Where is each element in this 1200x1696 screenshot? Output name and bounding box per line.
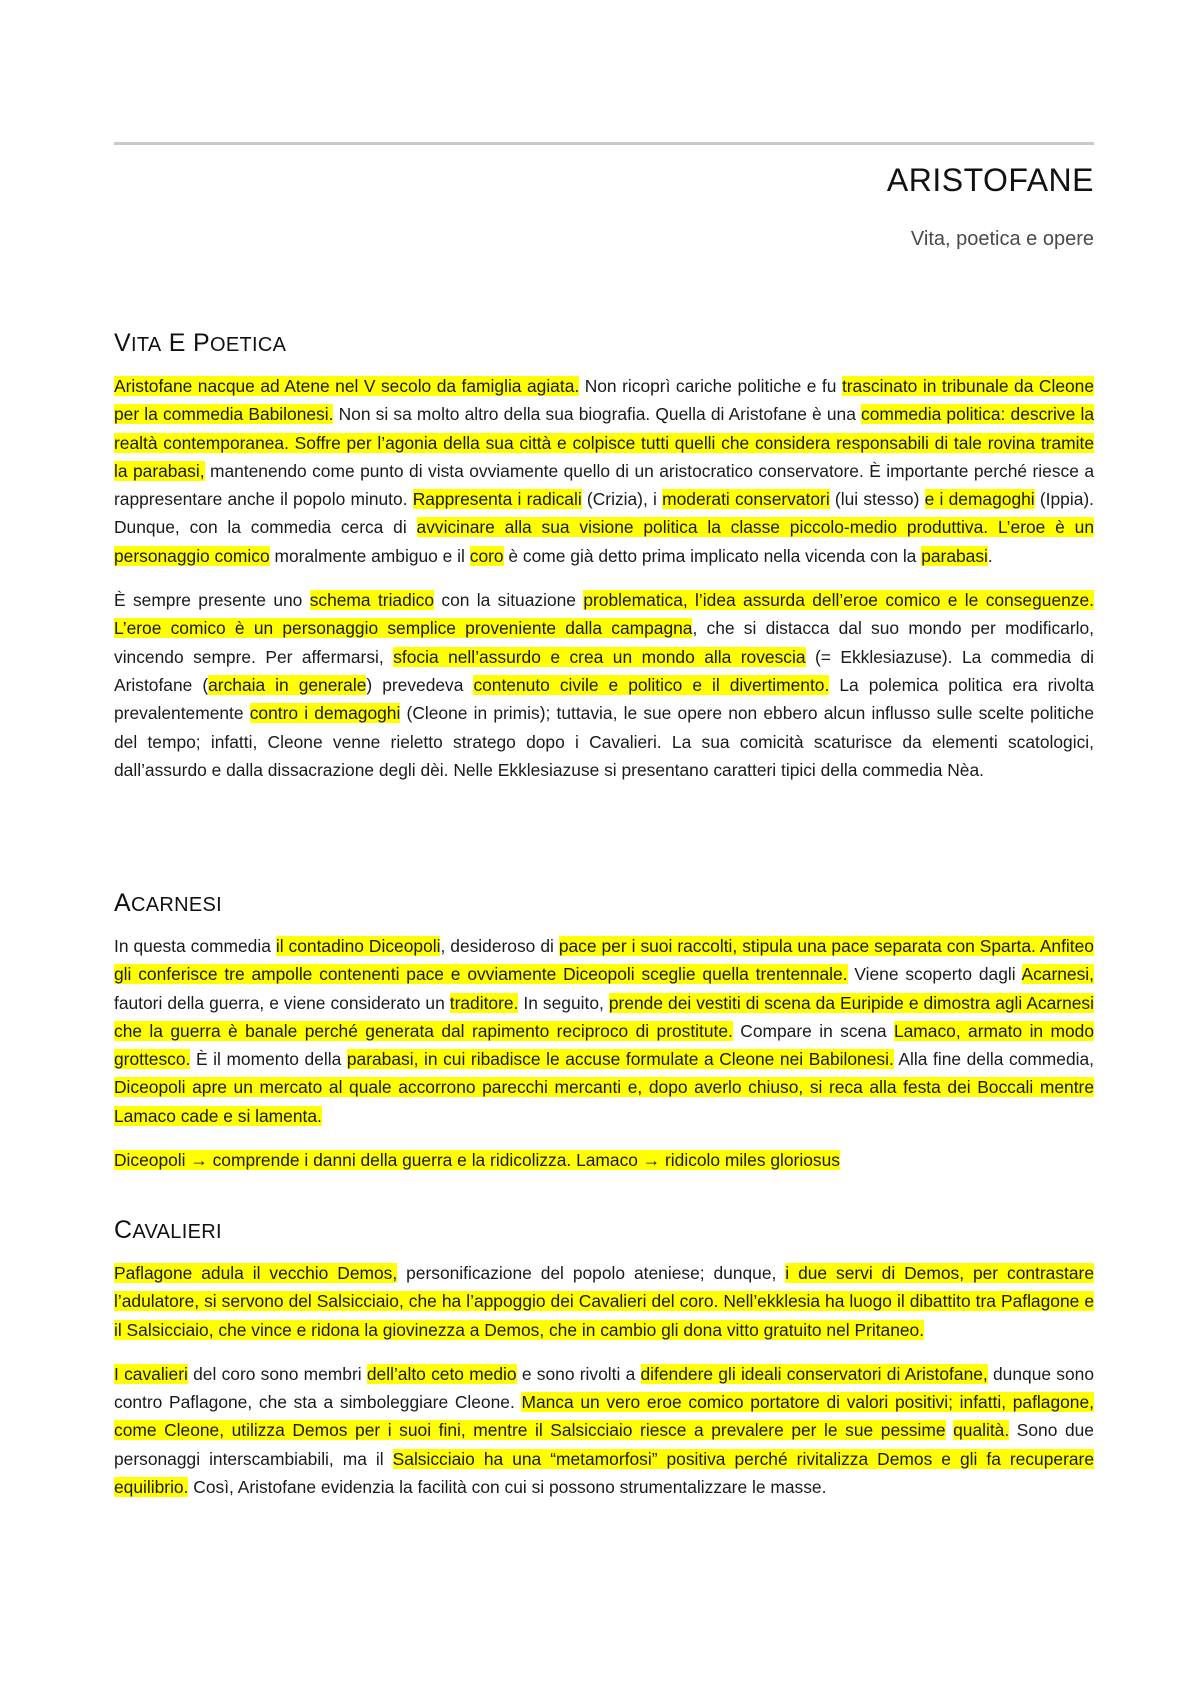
text-run: In seguito, xyxy=(518,992,609,1013)
highlighted-text: Salsicciaio ha una “metamorfosi” positiva perché rivitalizza Demos e gli fa recuperare equilibrio. xyxy=(114,1448,1094,1498)
text-run: , che si distacca dal suo mondo per modificarlo, vincendo sempre. Per affermarsi, xyxy=(114,618,1094,667)
section-acarnesi xyxy=(114,886,1094,1190)
text-run: Viene scoperto dagli xyxy=(847,964,1022,985)
text-run: (Cleone in primis); tuttavia, le sue opere non ebbero alcun influsso sulle scelte politiche del tempo; infatti, Cleone venne rieletto stratego dopo i Cavalieri. La sua comicità scaturisce da elementi scatologici, dall’assurdo e dalla dissacrazione degli dèi. Nelle Ekklesiazuse si presentano caratteri tipici della commedia Nèa. xyxy=(114,703,1094,780)
highlighted-text: Paflagone adula il vecchio Demos, xyxy=(114,1263,398,1283)
highlighted-text: parabasi, in cui ribadisce le accuse formulate a Cleone nei Babilonesi. xyxy=(346,1049,894,1070)
highlighted-text: Manca un vero eroe comico portatore di valori positivi; infatti, paflagone, come Cleone, utilizza Demos per i suoi fini, mentre il Salsicciaio riesce a prevalere per le sue pessime xyxy=(114,1392,1094,1441)
text-run: dunque sono contro Paflagone, che sta a simboleggiare Cleone. xyxy=(114,1363,1095,1413)
highlighted-text: qualità. xyxy=(953,1420,1010,1441)
text-run: mantenendo come punto di vista ovviamente quello di un aristocratico conservatore. È importante perché riesce a rappresentare anche il popolo minuto. xyxy=(114,460,1094,510)
highlighted-text: comprende i danni della guerra e la ridicolizza. Lamaco xyxy=(207,1150,643,1171)
highlighted-text: sfocia nell’assurdo e crea un mondo alla rovescia xyxy=(393,646,806,667)
body-paragraph xyxy=(114,1259,1094,1344)
heading-initial: E xyxy=(168,329,186,357)
text-run: , desideroso di xyxy=(440,936,559,956)
text-run: personificazione del popolo ateniese; dunque, xyxy=(397,1263,786,1283)
text-run: Non ricoprì cariche politiche e fu xyxy=(579,376,842,396)
highlighted-text: dell’alto ceto medio xyxy=(366,1363,517,1384)
highlighted-text: avvicinare alla sua visione politica la classe piccolo-medio produttiva. L’eroe è un personaggio comico xyxy=(114,517,1094,566)
text-run: È il momento della xyxy=(190,1049,347,1070)
text-run: Non si sa molto altro della sua biografia. Quella di Aristofane è una xyxy=(333,404,862,425)
highlighted-text: archaia in generale xyxy=(208,674,367,695)
section-heading xyxy=(114,886,1094,922)
highlighted-text: il contadino Diceopoli xyxy=(275,936,441,956)
text-run: Sono due personaggi interscambiabili, ma il xyxy=(114,1420,1094,1469)
arrow-icon: → xyxy=(642,1150,661,1171)
highlighted-text: i due servi di Demos, per contrastare l’adulatore, si servono del Salsicciaio, che ha l’appoggio dei Cavalieri del coro. Nell’ekklesia ha luogo il dibattito tra Paflagone e il Salsicciaio, che vince e ridona la giovinezza a Demos, che in cambio gli dona vitto gratuito nel Pritaneo. xyxy=(114,1263,1095,1340)
section-cavalieri xyxy=(114,1213,1094,1517)
heading-initial: V xyxy=(114,329,131,357)
highlighted-text: Rappresenta i radicali xyxy=(412,489,582,510)
section-vita-e-poetica xyxy=(114,326,1094,800)
section-heading xyxy=(114,1213,1094,1249)
text-run: (Crizia), i xyxy=(581,489,663,510)
text-run: ) prevedeva xyxy=(366,674,474,695)
text-run: Così, Aristofane evidenzia la facilità con cui si possono strumentalizzare le masse. xyxy=(188,1477,827,1498)
heading-initial: A xyxy=(114,889,131,917)
text-run xyxy=(946,1420,954,1440)
highlighted-text: parabasi xyxy=(921,545,988,566)
body-paragraph xyxy=(114,1146,1094,1174)
body-paragraph xyxy=(114,586,1094,784)
highlighted-text: problematica, l’idea assurda dell’eroe comico e le conseguenze. L’eroe comico è un personaggio semplice proveniente dalla campagna xyxy=(114,590,1094,639)
highlighted-text: Diceopoli xyxy=(114,1150,191,1171)
highlighted-text: Diceopoli apre un mercato al quale accorrono parecchi mercanti e, dopo averlo chiuso, si reca alla festa dei Boccali mentre Lamaco cade e si lamenta. xyxy=(114,1077,1094,1126)
highlighted-text: traditore. xyxy=(449,992,519,1013)
arrow-icon: → xyxy=(190,1150,208,1171)
text-run: del coro sono membri xyxy=(187,1363,367,1384)
text-run: . xyxy=(987,545,993,566)
highlighted-text: schema triadico xyxy=(309,590,435,611)
text-run: La polemica politica era rivolta prevalentemente xyxy=(114,674,1094,724)
highlighted-text: coro xyxy=(469,545,504,566)
heading-initial: P xyxy=(193,329,210,357)
text-run: In questa commedia xyxy=(114,936,276,956)
highlighted-text: I cavalieri xyxy=(114,1363,188,1384)
text-run: (lui stesso) xyxy=(829,489,925,510)
heading-rest: AVALIERI xyxy=(132,1221,222,1243)
highlighted-text: Lamaco, armato in modo grottesco. xyxy=(114,1020,1095,1070)
text-run: con la situazione xyxy=(434,590,584,611)
body-paragraph xyxy=(114,932,1094,1130)
heading-rest: OETICA xyxy=(209,334,287,356)
highlighted-text: commedia politica: descrive la realtà contemporanea. Soffre per l’agonia della sua città e colpisce tutti quelli che considera responsabili di tale rovina tramite la parabasi, xyxy=(114,404,1094,481)
body-paragraph xyxy=(114,1360,1094,1501)
highlighted-text: contro i demagoghi xyxy=(249,703,401,724)
section-heading xyxy=(114,326,1094,362)
heading-rest: CARNESI xyxy=(130,894,222,916)
highlighted-text: prende dei vestiti di scena da Euripide e dimostra agli Acarnesi che la guerra è banale perché generata dal rapimento reciproco di prostitute. xyxy=(114,992,1094,1041)
highlighted-text: e i demagoghi xyxy=(924,489,1035,510)
highlighted-text: pace per i suoi raccolti, stipula una pace separata con Sparta. Anfiteo gli conferisce tre ampolle contenenti pace e ovviamente Diceopoli sceglie quella trentennale. xyxy=(114,936,1094,985)
text-run: (Ippia). Dunque, con la commedia cerca di xyxy=(114,489,1094,538)
highlighted-text: Aristofane nacque ad Atene nel V secolo da famiglia agiata. xyxy=(114,376,580,396)
header-rule xyxy=(114,142,1094,145)
text-run: è come già detto prima implicato nella vicenda con la xyxy=(503,545,922,566)
highlighted-text: moderati conservatori xyxy=(662,489,830,510)
text-run: e sono rivolti a xyxy=(516,1363,641,1384)
text-run: fautori della guerra, e viene considerato un xyxy=(114,992,450,1013)
text-run: (= Ekklesiazuse). La commedia di Aristofane ( xyxy=(114,646,1094,695)
document-subtitle: Vita, poetica e opere xyxy=(910,228,1094,250)
document-title: ARISTOFANE xyxy=(886,162,1094,198)
text-run: Alla fine della commedia, xyxy=(893,1049,1094,1070)
highlighted-text: Acarnesi, xyxy=(1021,964,1094,985)
highlighted-text: trascinato in tribunale da Cleone per la commedia Babilonesi. xyxy=(114,376,1095,425)
highlighted-text: ridicolo miles gloriosus xyxy=(660,1150,840,1171)
text-run: moralmente ambiguo e il xyxy=(269,545,470,566)
body-paragraph xyxy=(114,372,1094,570)
heading-initial: C xyxy=(114,1216,133,1244)
highlighted-text: difendere gli ideali conservatori di Aristofane, xyxy=(640,1363,988,1384)
text-run: Compare in scena xyxy=(732,1020,894,1041)
text-run: È sempre presente uno xyxy=(114,590,310,611)
heading-rest: ITA xyxy=(130,334,162,356)
highlighted-text: contenuto civile e politico e il divertimento. xyxy=(473,674,830,695)
